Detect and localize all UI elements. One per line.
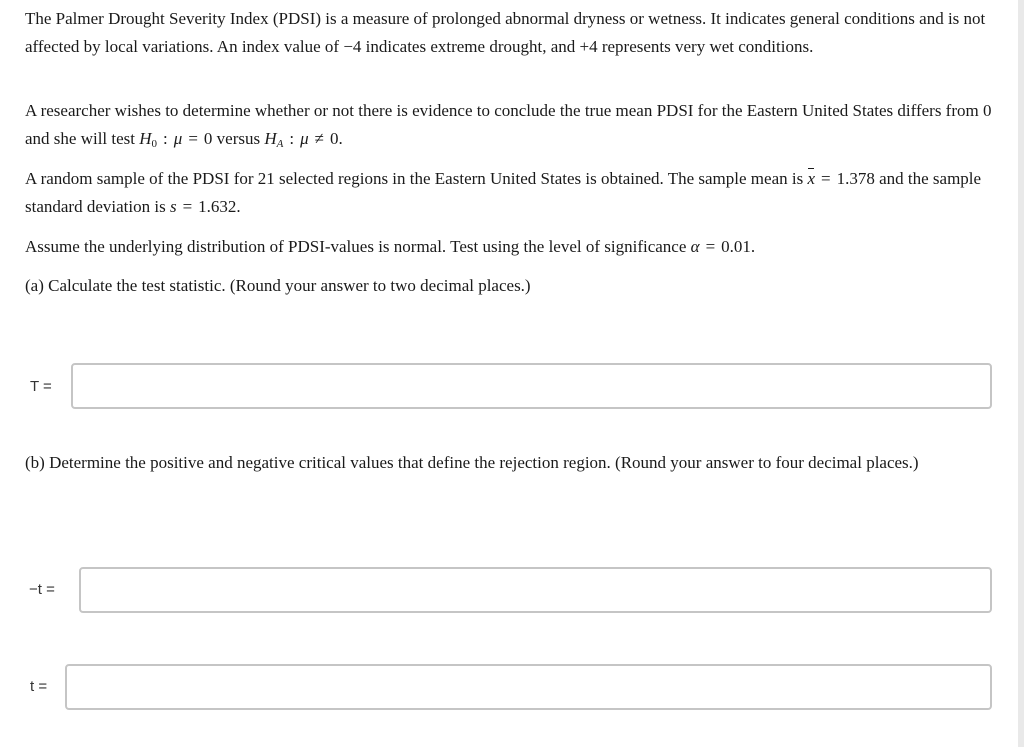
positive-critical-value-input[interactable] [65,664,992,710]
negative-critical-value-input[interactable] [79,567,992,613]
alternative-hypothesis: $H_A$ : μ ≠ 0. [264,129,343,150]
sample-mean-value: 1.378 [836,169,875,188]
hypothesis-paragraph: A researcher wishes to determine whether or not there is evidence to conclude the true mean PDSI for the Eastern United States differs from 0 and she will test $H_0$ : μ = 0 versus $H_A$ : μ ≠ 0. [25,101,992,150]
sample-sd-expression: s = 1.632. [169,197,241,216]
positive-critical-value-label: t = [30,678,48,695]
test-statistic-input[interactable] [71,363,992,409]
test-statistic-label: T = [30,378,52,395]
sample-sd-value: 1.632. [198,197,241,216]
negative-critical-value-label: −t = [29,581,55,598]
problem-intro: The Palmer Drought Severity Index (PDSI) is a measure of prolonged abnormal dryness or wetness. It indicates general conditions and is not affected by local variations. An index value of −4 indicates extreme drought, and +4 represents very wet conditions. [25,9,986,56]
sample-mean-expression: x = 1.378 [807,169,874,188]
sample-paragraph [25,165,1000,221]
part-a-question: (a) Calculate the test statistic. (Round your answer to two decimal places.) [25,276,531,295]
sample-text: A random sample of the PDSI for 21 selected regions in the Eastern United States is obtained. The sample mean is [25,169,808,188]
null-hypothesis: $H_0$ : μ = 0 [139,129,213,150]
assumption-paragraph [25,233,1000,261]
part-b-question: (b) Determine the positive and negative critical values that define the rejection region. (Round your answer to four decimal places.) [25,453,919,472]
page-right-border [1018,0,1024,747]
hypothesis-text: A researcher wishes to determine whether or not there is evidence to conclude the true mean PDSI for the Eastern United States differs from 0 and she will test [25,101,992,148]
significance-level: α = 0.01. [690,237,756,256]
assumption-text: Assume the underlying distribution of PDSI-values is normal. Test using the level of significance [25,237,691,256]
sd-text: and the sample standard deviation is [25,169,982,216]
